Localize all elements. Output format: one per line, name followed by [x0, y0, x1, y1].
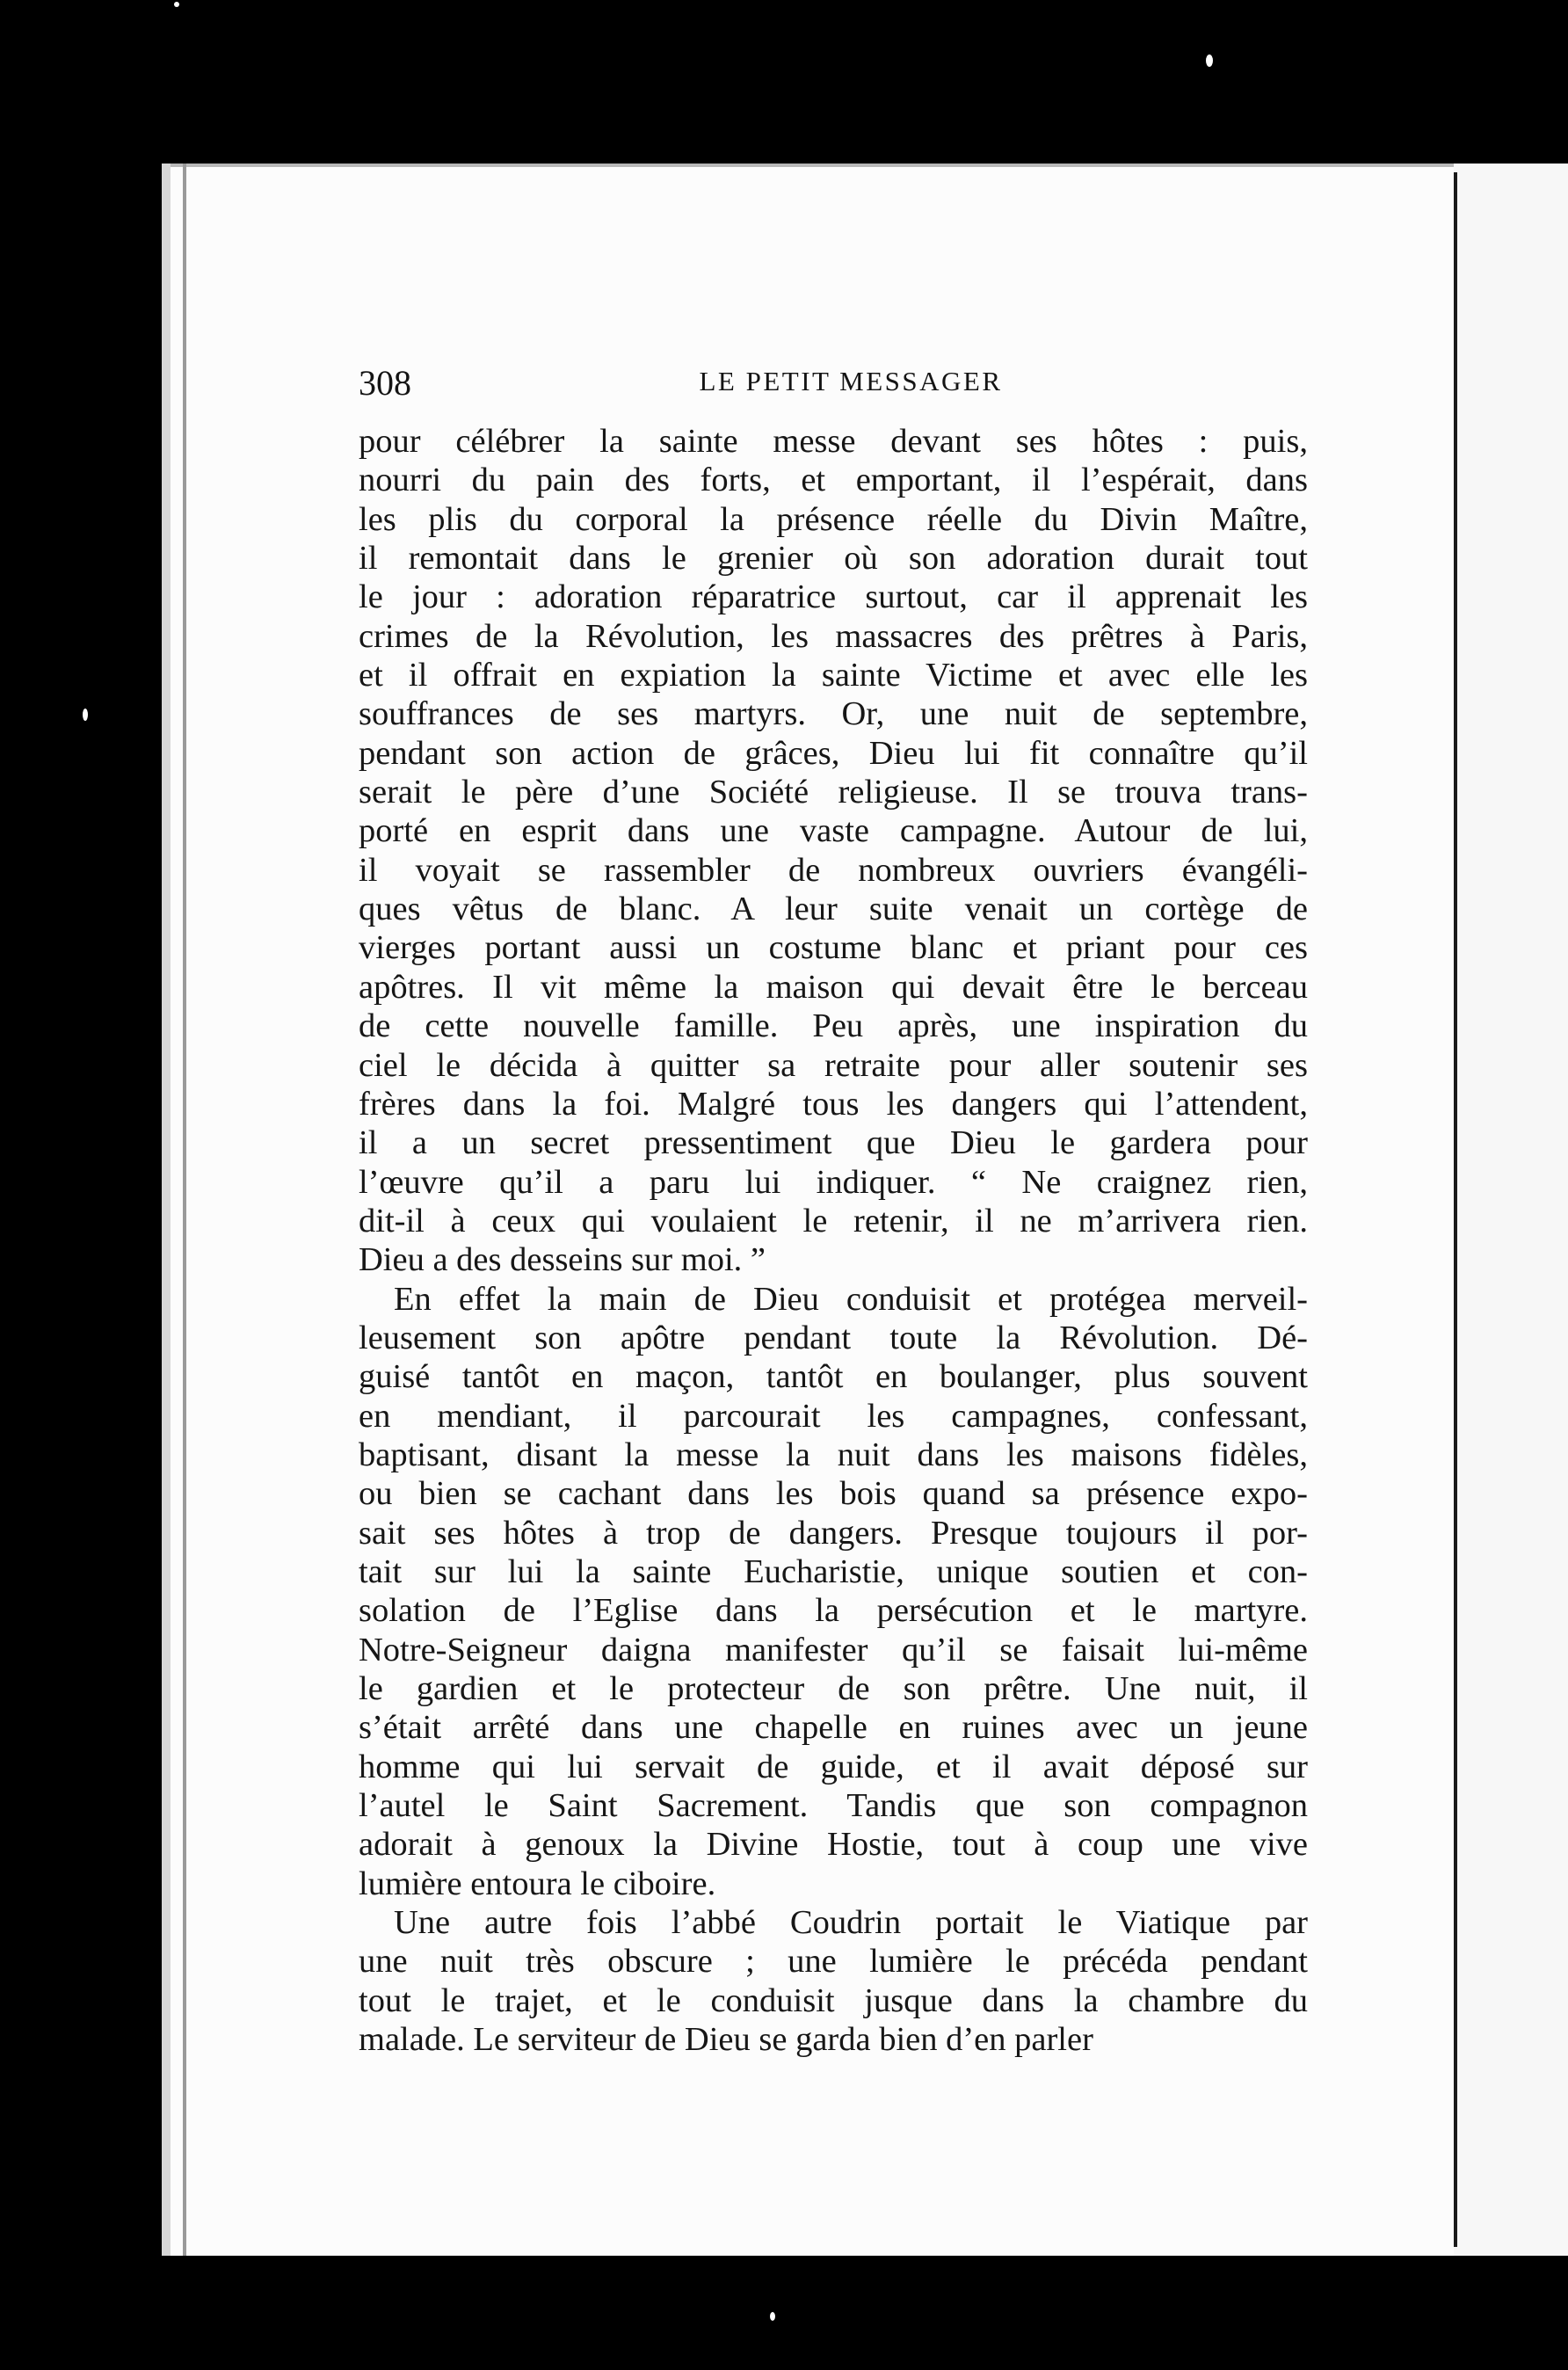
text-line: homme qui lui servait de guide, et il avait déposé sur — [359, 1748, 1308, 1785]
text-line: adorait à genoux la Divine Hostie, tout à coup une vive — [359, 1826, 1308, 1864]
text-line: vierges portant aussi un costume blanc et priant pour ces — [359, 929, 1308, 967]
page-gutter-edge — [183, 164, 186, 2256]
text-line: leusement son apôtre pendant toute la Révolution. Dé- — [359, 1319, 1308, 1356]
text-line: souffrances de ses martyrs. Or, une nuit de septembre, — [359, 695, 1308, 733]
text-line: Dieu a des desseins sur moi. ” — [359, 1241, 766, 1279]
text-line: baptisant, disant la messe la nuit dans les maisons fidèles, — [359, 1436, 1308, 1473]
text-line: le gardien et le protecteur de son prêtre. Une nuit, il — [359, 1670, 1308, 1707]
text-line: dit-il à ceux qui voulaient le retenir, il ne m’arrivera rien. — [359, 1202, 1308, 1240]
paragraph — [359, 1903, 1308, 2059]
text-line: guisé tantôt en maçon, tantôt en boulanger, plus souvent — [359, 1358, 1308, 1396]
text-line: une nuit très obscure ; une lumière le précéda pendant — [359, 1943, 1308, 1981]
scan-speck — [83, 709, 88, 721]
text-line: il remontait dans le grenier où son adoration durait tout — [359, 540, 1308, 578]
running-head — [359, 362, 1308, 415]
text-line: apôtres. Il vit même la maison qui devait être le berceau — [359, 968, 1308, 1006]
text-line: l’autel le Saint Sacrement. Tandis que son compagnon — [359, 1787, 1308, 1825]
text-line: s’était arrêté dans une chapelle en ruines avec un jeune — [359, 1709, 1308, 1747]
scan-speck — [770, 2312, 775, 2321]
facing-page-strip — [1454, 164, 1568, 2256]
scan-speck — [174, 2, 179, 7]
text-line: crimes de la Révolution, les massacres des prêtres à Paris, — [359, 617, 1308, 655]
text-line: tout le trajet, et le conduisit jusque dans la chambre du — [359, 1981, 1308, 2019]
text-line: il a un secret pressentiment que Dieu le gardera pour — [359, 1124, 1308, 1162]
running-title: LE PETIT MESSAGER — [699, 366, 1003, 396]
paragraph — [359, 422, 1308, 1280]
facing-page-edge — [1454, 172, 1457, 2247]
text-line: ques vêtus de blanc. A leur suite venait un cortège de — [359, 891, 1308, 928]
text-line: malade. Le serviteur de Dieu se garda bien d’en parler — [359, 2021, 1093, 2059]
text-line: serait le père d’une Société religieuse. Il se trouva trans- — [359, 774, 1308, 811]
text-line: pour célébrer la sainte messe devant ses hôtes : puis, — [359, 423, 1308, 460]
text-line: En effet la main de Dieu conduisit et protégea merveil- — [394, 1280, 1308, 1318]
paragraph — [359, 1280, 1308, 1904]
page-number: 308 — [359, 363, 411, 403]
text-line: Notre-Seigneur daigna manifester qu’il se faisait lui-même — [359, 1631, 1308, 1668]
text-line: de cette nouvelle famille. Peu après, une inspiration du — [359, 1007, 1308, 1045]
text-line: Une autre fois l’abbé Coudrin portait le Viatique par — [394, 1904, 1308, 1942]
text-line: sait ses hôtes à trop de dangers. Presque toujours il por- — [359, 1514, 1308, 1552]
text-line: frères dans la foi. Malgré tous les dangers qui l’attendent, — [359, 1085, 1308, 1123]
text-line: le jour : adoration réparatrice surtout, car il apprenait les — [359, 578, 1308, 616]
text-line: tait sur lui la sainte Eucharistie, unique soutien et con- — [359, 1552, 1308, 1590]
scan-speck — [1206, 55, 1213, 67]
text-line: nourri du pain des forts, et emportant, il l’espérait, dans — [359, 462, 1308, 499]
page-top-edge — [171, 164, 1454, 167]
text-line: ciel le décida à quitter sa retraite pour aller soutenir ses — [359, 1046, 1308, 1084]
text-line: en mendiant, il parcourait les campagnes, confessant, — [359, 1397, 1308, 1435]
text-line: pendant son action de grâces, Dieu lui fit connaître qu’il — [359, 734, 1308, 772]
text-line: lumière entoura le ciboire. — [359, 1865, 716, 1902]
text-line: ou bien se cachant dans les bois quand sa présence expo- — [359, 1475, 1308, 1513]
text-line: porté en esprit dans une vaste campagne. Autour de lui, — [359, 812, 1308, 850]
text-line: et il offrait en expiation la sainte Victime et avec elle les — [359, 657, 1308, 694]
text-line: solation de l’Eglise dans la persécution et le martyre. — [359, 1592, 1308, 1630]
body-text — [359, 422, 1308, 2059]
text-line: l’œuvre qu’il a paru lui indiquer. “ Ne craignez rien, — [359, 1163, 1308, 1201]
text-line: il voyait se rassembler de nombreux ouvriers évangéli- — [359, 851, 1308, 889]
text-line: les plis du corporal la présence réelle du Divin Maître, — [359, 500, 1308, 538]
